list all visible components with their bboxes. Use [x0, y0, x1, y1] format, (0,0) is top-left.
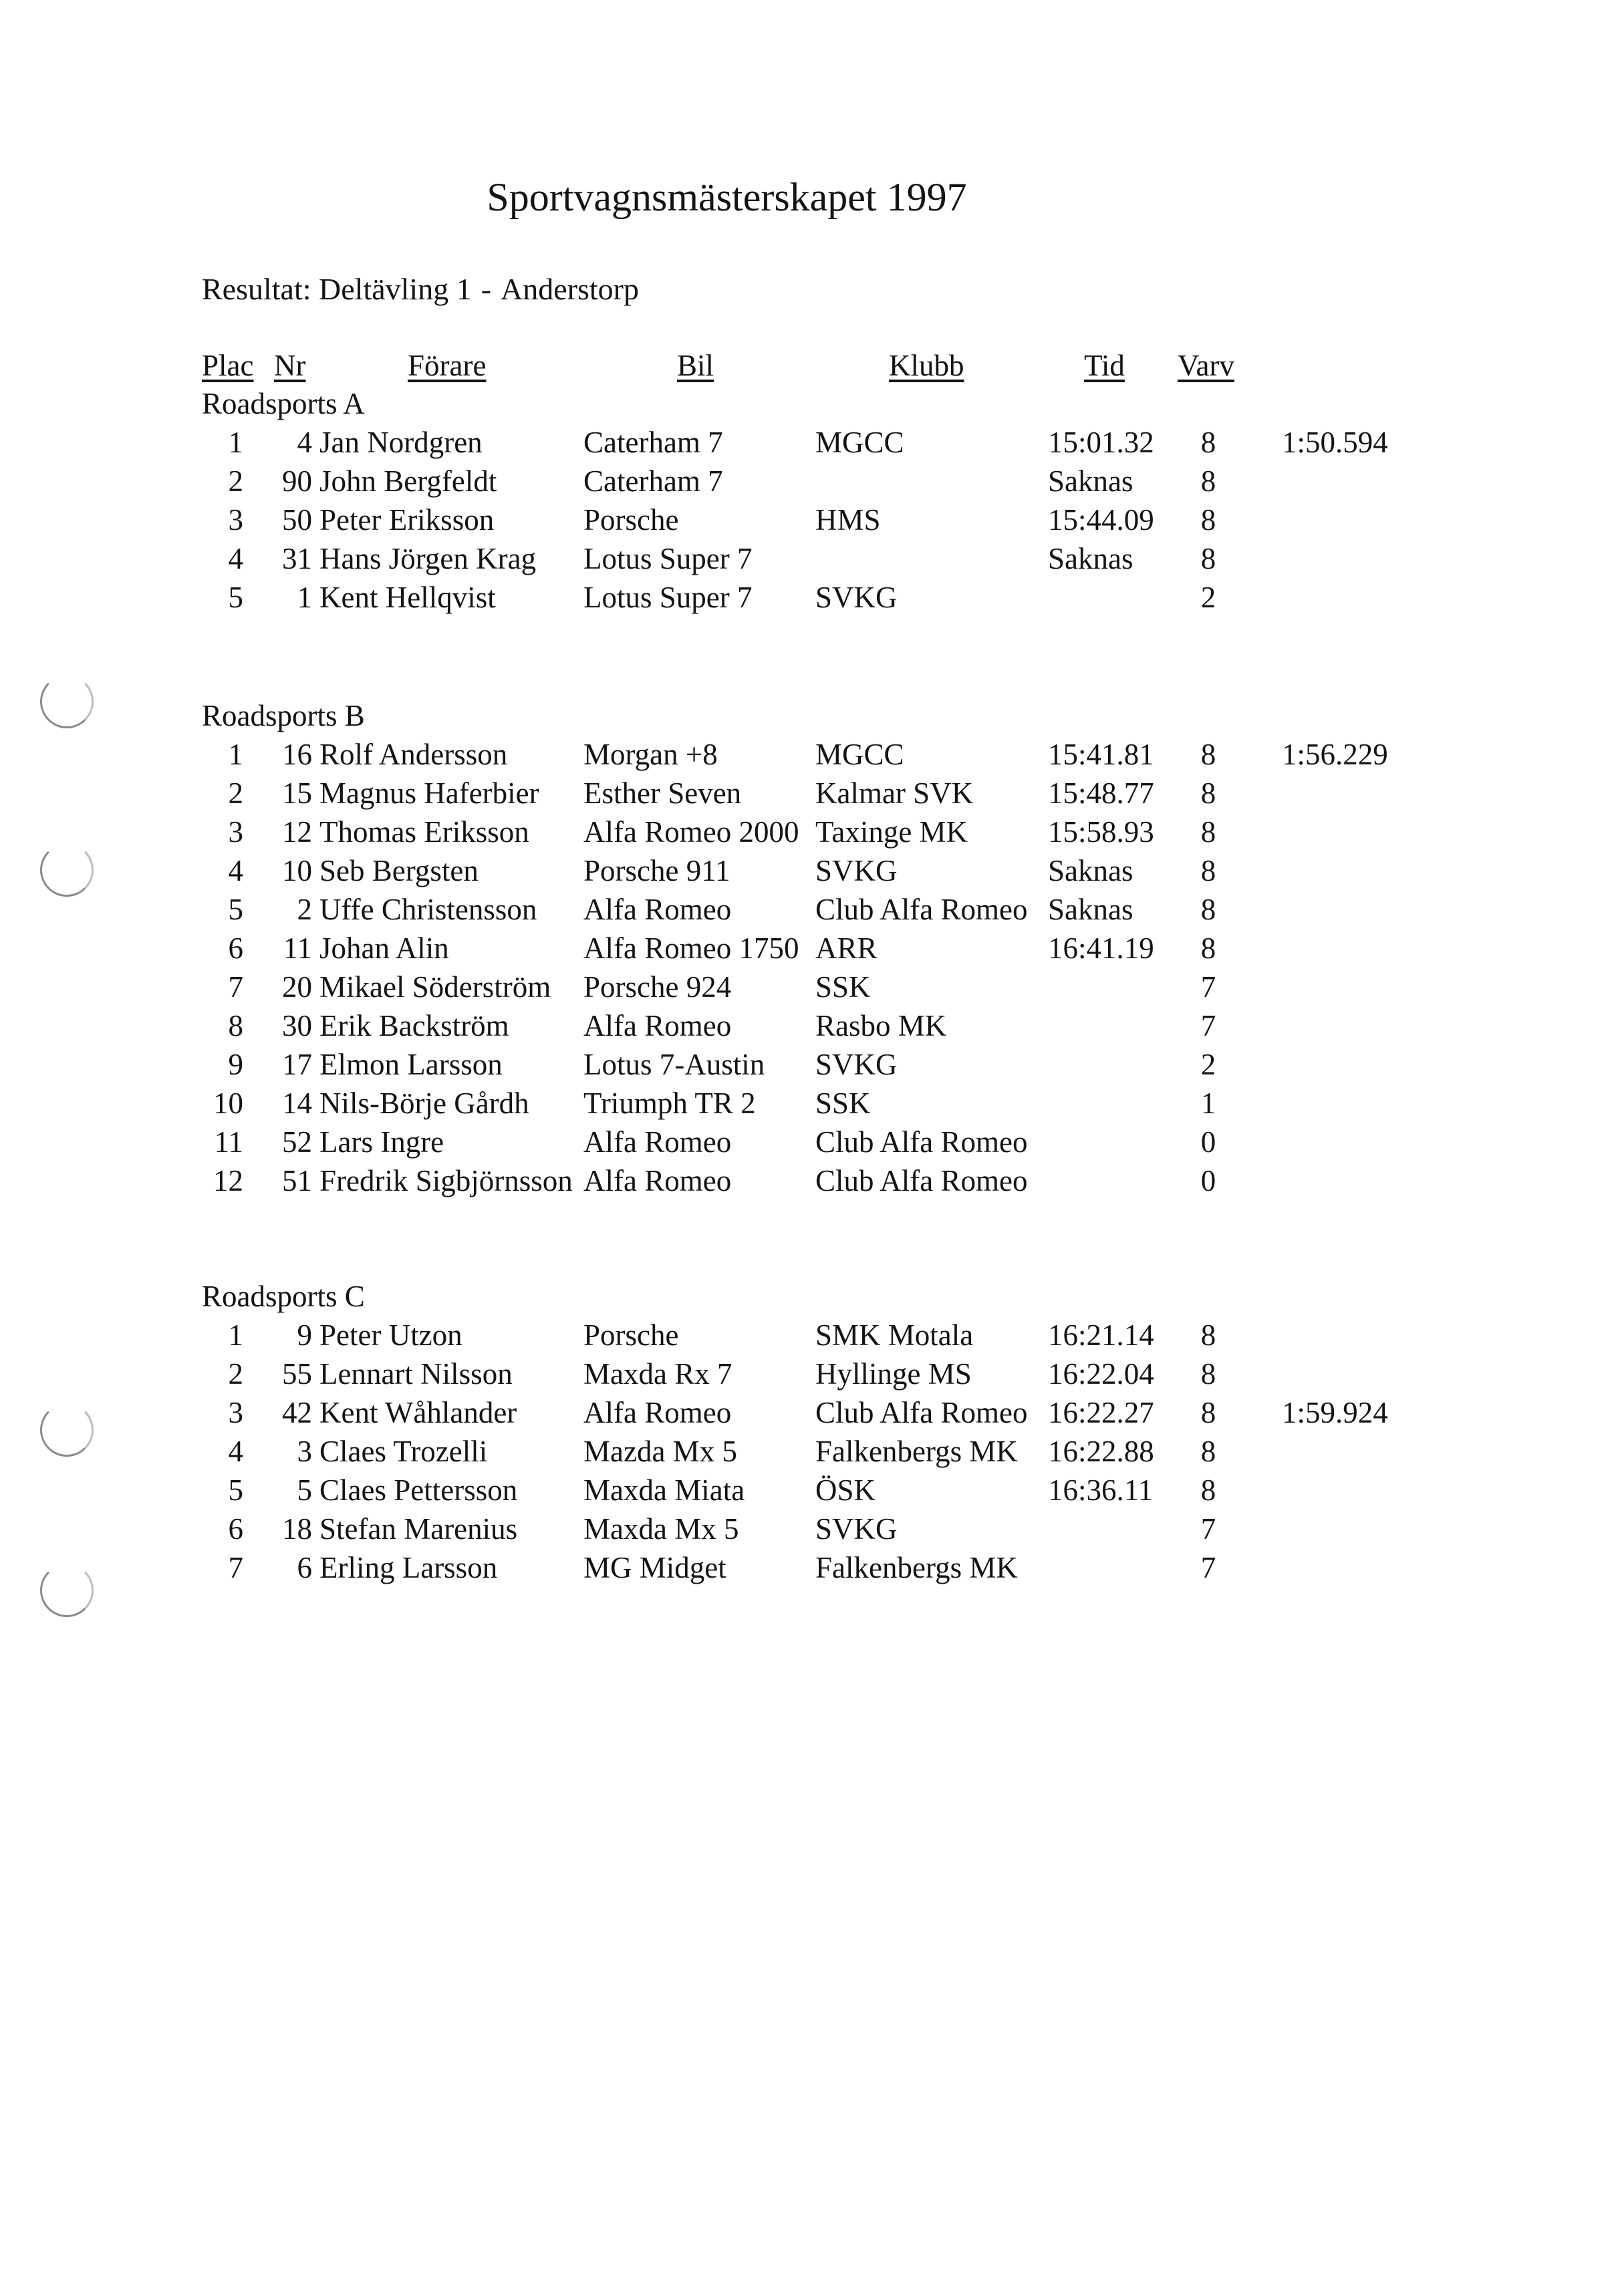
header-time: Tid [1084, 349, 1125, 382]
lap-count: 8 [1200, 931, 1216, 965]
binder-hole-mark [40, 675, 94, 728]
driver-name: Magnus Haferbier [319, 776, 539, 810]
car-model: Porsche [583, 503, 679, 537]
lap-count: 8 [1200, 738, 1216, 771]
car-number: 31 [282, 542, 312, 575]
race-time: 16:22.04 [1048, 1357, 1154, 1391]
subtitle-venue: Anderstorp [501, 272, 640, 306]
car-number: 9 [297, 1318, 312, 1352]
car-number: 6 [297, 1551, 312, 1584]
placing: 7 [228, 970, 243, 1004]
placing: 5 [228, 893, 243, 926]
lap-count: 8 [1200, 503, 1216, 537]
placing: 9 [228, 1048, 243, 1081]
binder-hole-mark [40, 1564, 94, 1617]
section-title: Roadsports B [202, 699, 365, 732]
driver-name: Peter Eriksson [319, 503, 495, 537]
club-name: SVKG [815, 1048, 898, 1081]
car-number: 42 [282, 1396, 312, 1429]
lap-count: 7 [1200, 1512, 1216, 1546]
car-model: Alfa Romeo [583, 1125, 732, 1159]
car-model: MG Midget [583, 1551, 726, 1584]
club-name: Club Alfa Romeo [815, 1164, 1028, 1197]
club-name: HMS [815, 503, 881, 537]
placing: 4 [228, 1435, 243, 1468]
section-title: Roadsports C [202, 1280, 365, 1313]
car-model: Morgan +8 [583, 738, 718, 771]
car-model: Lotus Super 7 [583, 542, 753, 575]
driver-name: Erling Larsson [319, 1551, 498, 1584]
club-name: Falkenbergs MK [815, 1435, 1018, 1468]
race-time: 15:48.77 [1048, 776, 1154, 810]
race-time: Saknas [1048, 464, 1133, 498]
driver-name: Fredrik Sigbjörnsson [319, 1164, 573, 1197]
race-time: Saknas [1048, 893, 1133, 926]
header-plac: Plac [202, 349, 254, 382]
driver-name: Mikael Söderström [319, 970, 551, 1004]
car-number: 1 [297, 581, 312, 614]
car-model: Lotus Super 7 [583, 581, 753, 614]
car-model: Caterham 7 [583, 464, 723, 498]
car-model: Alfa Romeo [583, 1396, 732, 1429]
placing: 1 [228, 738, 243, 771]
car-model: Porsche 924 [583, 970, 732, 1004]
club-name: Club Alfa Romeo [815, 893, 1028, 926]
car-number: 18 [282, 1512, 312, 1546]
club-name: Kalmar SVK [815, 776, 974, 810]
driver-name: Nils-Börje Gårdh [319, 1087, 529, 1120]
race-time: 16:22.88 [1048, 1435, 1154, 1468]
placing: 6 [228, 1512, 243, 1546]
car-number: 3 [297, 1435, 312, 1468]
lap-count: 8 [1200, 854, 1216, 887]
placing: 4 [228, 854, 243, 887]
club-name: SSK [815, 970, 871, 1004]
placing: 11 [214, 1125, 243, 1159]
car-model: Mazda Mx 5 [583, 1435, 737, 1468]
car-model: Alfa Romeo [583, 1009, 732, 1042]
placing: 3 [228, 503, 243, 537]
lap-count: 8 [1200, 464, 1216, 498]
car-number: 90 [282, 464, 312, 498]
club-name: Club Alfa Romeo [815, 1125, 1028, 1159]
lap-count: 8 [1200, 1473, 1216, 1507]
lap-count: 2 [1200, 1048, 1216, 1081]
driver-name: Seb Bergsten [319, 854, 479, 887]
club-name: ÖSK [815, 1473, 876, 1507]
race-time: 15:01.32 [1048, 426, 1154, 459]
placing: 10 [213, 1087, 243, 1120]
driver-name: Hans Jörgen Krag [319, 542, 537, 575]
car-model: Porsche 911 [583, 854, 730, 887]
car-number: 15 [282, 776, 312, 810]
page-title: Sportvagnsmästerskapet 1997 [487, 175, 967, 219]
driver-name: Erik Backström [319, 1009, 509, 1042]
best-lap-time: 1:50.594 [1282, 426, 1388, 459]
race-time: 15:41.81 [1048, 738, 1154, 771]
header-nr: Nr [274, 349, 306, 382]
driver-name: Claes Pettersson [319, 1473, 518, 1507]
lap-count: 0 [1200, 1125, 1216, 1159]
driver-name: Lars Ingre [319, 1125, 444, 1159]
club-name: MGCC [815, 738, 904, 771]
car-number: 14 [282, 1087, 312, 1120]
placing: 3 [228, 1396, 243, 1429]
driver-name: Jan Nordgren [319, 426, 483, 459]
race-time: 16:41.19 [1048, 931, 1154, 965]
subtitle-separator: - [481, 272, 492, 306]
driver-name: Lennart Nilsson [319, 1357, 513, 1391]
race-time: 16:22.27 [1048, 1396, 1154, 1429]
race-time: 15:58.93 [1048, 815, 1154, 849]
race-time: Saknas [1048, 854, 1133, 887]
club-name: SVKG [815, 581, 898, 614]
race-time: 15:44.09 [1048, 503, 1154, 537]
driver-name: Kent Hellqvist [319, 581, 496, 614]
race-time: 16:21.14 [1048, 1318, 1154, 1352]
driver-name: Peter Utzon [319, 1318, 462, 1352]
club-name: MGCC [815, 426, 904, 459]
car-number: 50 [282, 503, 312, 537]
lap-count: 8 [1200, 776, 1216, 810]
lap-count: 8 [1200, 1357, 1216, 1391]
driver-name: John Bergfeldt [319, 464, 497, 498]
club-name: Taxinge MK [815, 815, 968, 849]
lap-count: 1 [1200, 1087, 1216, 1120]
lap-count: 7 [1200, 1009, 1216, 1042]
car-model: Maxda Rx 7 [583, 1357, 732, 1391]
club-name: SVKG [815, 854, 898, 887]
header-car: Bil [677, 349, 714, 382]
lap-count: 2 [1200, 581, 1216, 614]
placing: 2 [228, 776, 243, 810]
placing: 5 [228, 581, 243, 614]
car-number: 4 [297, 426, 312, 459]
placing: 2 [228, 464, 243, 498]
race-time: 16:36.11 [1048, 1473, 1154, 1507]
placing: 5 [228, 1473, 243, 1507]
club-name: ARR [815, 931, 878, 965]
car-model: Triumph TR 2 [583, 1087, 756, 1120]
header-laps: Varv [1178, 349, 1234, 382]
subtitle [202, 266, 639, 313]
car-number: 17 [282, 1048, 312, 1081]
placing: 8 [228, 1009, 243, 1042]
lap-count: 7 [1200, 970, 1216, 1004]
car-number: 16 [282, 738, 312, 771]
car-model: Maxda Miata [583, 1473, 745, 1507]
club-name: Club Alfa Romeo [815, 1396, 1028, 1429]
race-time: Saknas [1048, 542, 1133, 575]
lap-count: 7 [1200, 1551, 1216, 1584]
driver-name: Kent Wåhlander [319, 1396, 517, 1429]
car-number: 20 [282, 970, 312, 1004]
placing: 2 [228, 1357, 243, 1391]
car-model: Alfa Romeo [583, 893, 732, 926]
club-name: SSK [815, 1087, 871, 1120]
car-number: 2 [297, 893, 312, 926]
club-name: SVKG [815, 1512, 898, 1546]
placing: 12 [213, 1164, 243, 1197]
lap-count: 8 [1200, 1396, 1216, 1429]
placing: 1 [228, 1318, 243, 1352]
driver-name: Uffe Christensson [319, 893, 537, 926]
club-name: Rasbo MK [815, 1009, 947, 1042]
car-model: Alfa Romeo 1750 [583, 931, 799, 965]
driver-name: Rolf Andersson [319, 738, 508, 771]
driver-name: Johan Alin [319, 931, 449, 965]
lap-count: 8 [1200, 426, 1216, 459]
subtitle-label: Resultat: Deltävling 1 [202, 272, 472, 306]
placing: 7 [228, 1551, 243, 1584]
car-model: Maxda Mx 5 [583, 1512, 739, 1546]
car-number: 12 [282, 815, 312, 849]
car-number: 51 [282, 1164, 312, 1197]
binder-hole-mark [40, 843, 94, 897]
section-title: Roadsports A [202, 387, 365, 420]
car-number: 10 [282, 854, 312, 887]
car-model: Lotus 7-Austin [583, 1048, 765, 1081]
driver-name: Elmon Larsson [319, 1048, 503, 1081]
lap-count: 8 [1200, 893, 1216, 926]
placing: 4 [228, 542, 243, 575]
header-driver: Förare [408, 349, 487, 382]
club-name: Hyllinge MS [815, 1357, 972, 1391]
lap-count: 8 [1200, 815, 1216, 849]
driver-name: Stefan Marenius [319, 1512, 518, 1546]
placing: 6 [228, 931, 243, 965]
best-lap-time: 1:59.924 [1282, 1396, 1388, 1429]
car-number: 5 [297, 1473, 312, 1507]
lap-count: 8 [1200, 542, 1216, 575]
car-model: Caterham 7 [583, 426, 723, 459]
club-name: SMK Motala [815, 1318, 974, 1352]
binder-hole-mark [40, 1403, 94, 1457]
car-model: Porsche [583, 1318, 679, 1352]
club-name: Falkenbergs MK [815, 1551, 1018, 1584]
placing: 1 [228, 426, 243, 459]
car-model: Alfa Romeo 2000 [583, 815, 799, 849]
lap-count: 8 [1200, 1435, 1216, 1468]
car-number: 52 [282, 1125, 312, 1159]
best-lap-time: 1:56.229 [1282, 738, 1388, 771]
car-number: 55 [282, 1357, 312, 1391]
car-number: 30 [282, 1009, 312, 1042]
lap-count: 0 [1200, 1164, 1216, 1197]
driver-name: Thomas Eriksson [319, 815, 529, 849]
driver-name: Claes Trozelli [319, 1435, 488, 1468]
car-model: Alfa Romeo [583, 1164, 732, 1197]
lap-count: 8 [1200, 1318, 1216, 1352]
header-club: Klubb [889, 349, 964, 382]
car-number: 11 [283, 931, 312, 965]
placing: 3 [228, 815, 243, 849]
car-model: Esther Seven [583, 776, 742, 810]
